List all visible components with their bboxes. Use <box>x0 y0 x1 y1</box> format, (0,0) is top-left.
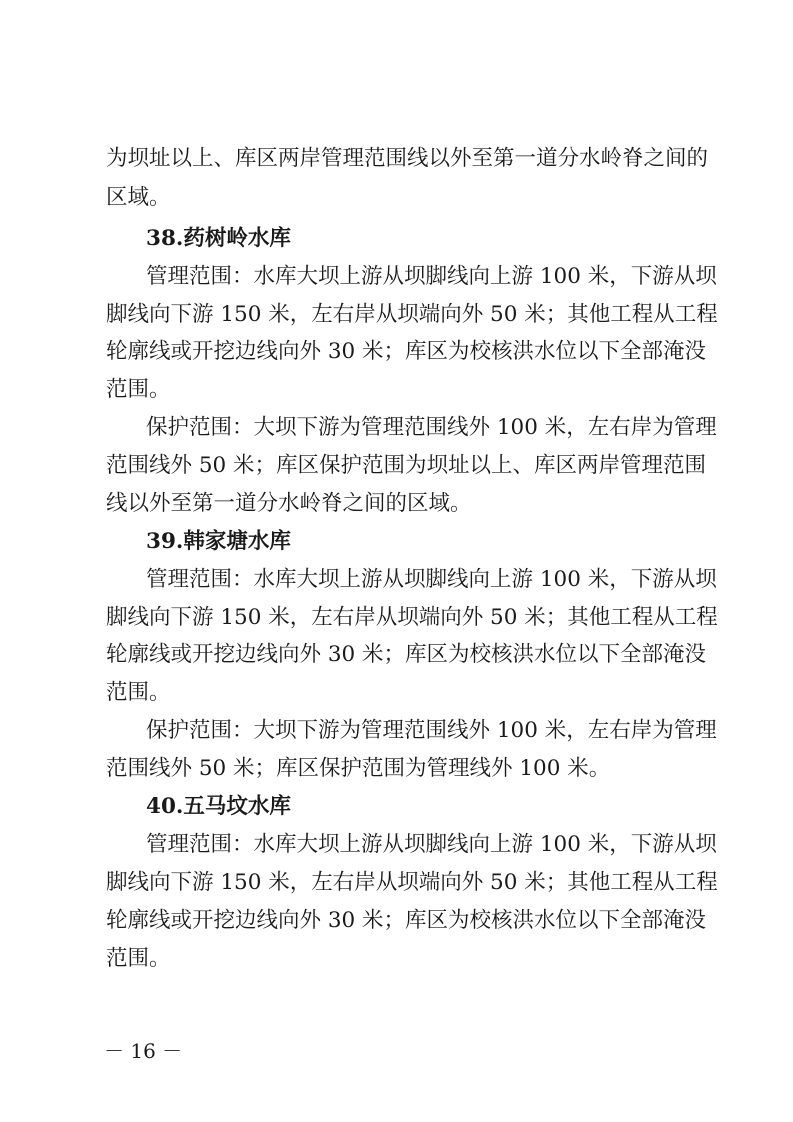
text-line: 范围。 <box>106 680 171 705</box>
text-line: 轮廓线或开挖边线向外 30 米；库区为校核洪水位以下全部淹没 <box>106 339 707 364</box>
section-heading: 40.五马坟水库 <box>146 794 291 819</box>
page-number: － 16 － <box>104 1039 183 1063</box>
text-line: 保护范围：大坝下游为管理范围线外 100 米，左右岸为管理 <box>146 718 717 743</box>
text-line: 脚线向下游 150 米，左右岸从坝端向外 50 米；其他工程从工程 <box>106 870 718 895</box>
text-line: 管理范围：水库大坝上游从坝脚线向上游 100 米，下游从坝 <box>146 567 717 592</box>
text-line: 区域。 <box>106 185 171 210</box>
text-line: 脚线向下游 150 米，左右岸从坝端向外 50 米；其他工程从工程 <box>106 302 718 327</box>
text-line: 范围线外 50 米；库区保护范围为管理线外 100 米。 <box>106 756 611 781</box>
text-line: 范围线外 50 米；库区保护范围为坝址以上、库区两岸管理范围 <box>106 453 707 478</box>
text-line: 线以外至第一道分水岭脊之间的区域。 <box>106 491 472 516</box>
text-line: 范围。 <box>106 377 171 402</box>
text-line: 轮廓线或开挖边线向外 30 米；库区为校核洪水位以下全部淹没 <box>106 642 707 667</box>
text-line: 管理范围：水库大坝上游从坝脚线向上游 100 米，下游从坝 <box>146 832 717 857</box>
text-line: 脚线向下游 150 米，左右岸从坝端向外 50 米；其他工程从工程 <box>106 605 718 630</box>
text-line: 保护范围：大坝下游为管理范围线外 100 米，左右岸为管理 <box>146 415 717 440</box>
text-line: 范围。 <box>106 946 171 971</box>
text-line: 为坝址以上、库区两岸管理范围线以外至第一道分水岭脊之间的 <box>106 146 709 171</box>
text-line: 管理范围：水库大坝上游从坝脚线向上游 100 米，下游从坝 <box>146 264 717 289</box>
section-heading: 38.药树岭水库 <box>146 226 291 251</box>
section-heading: 39.韩家塘水库 <box>146 529 291 554</box>
text-line: 轮廓线或开挖边线向外 30 米；库区为校核洪水位以下全部淹没 <box>106 908 707 933</box>
